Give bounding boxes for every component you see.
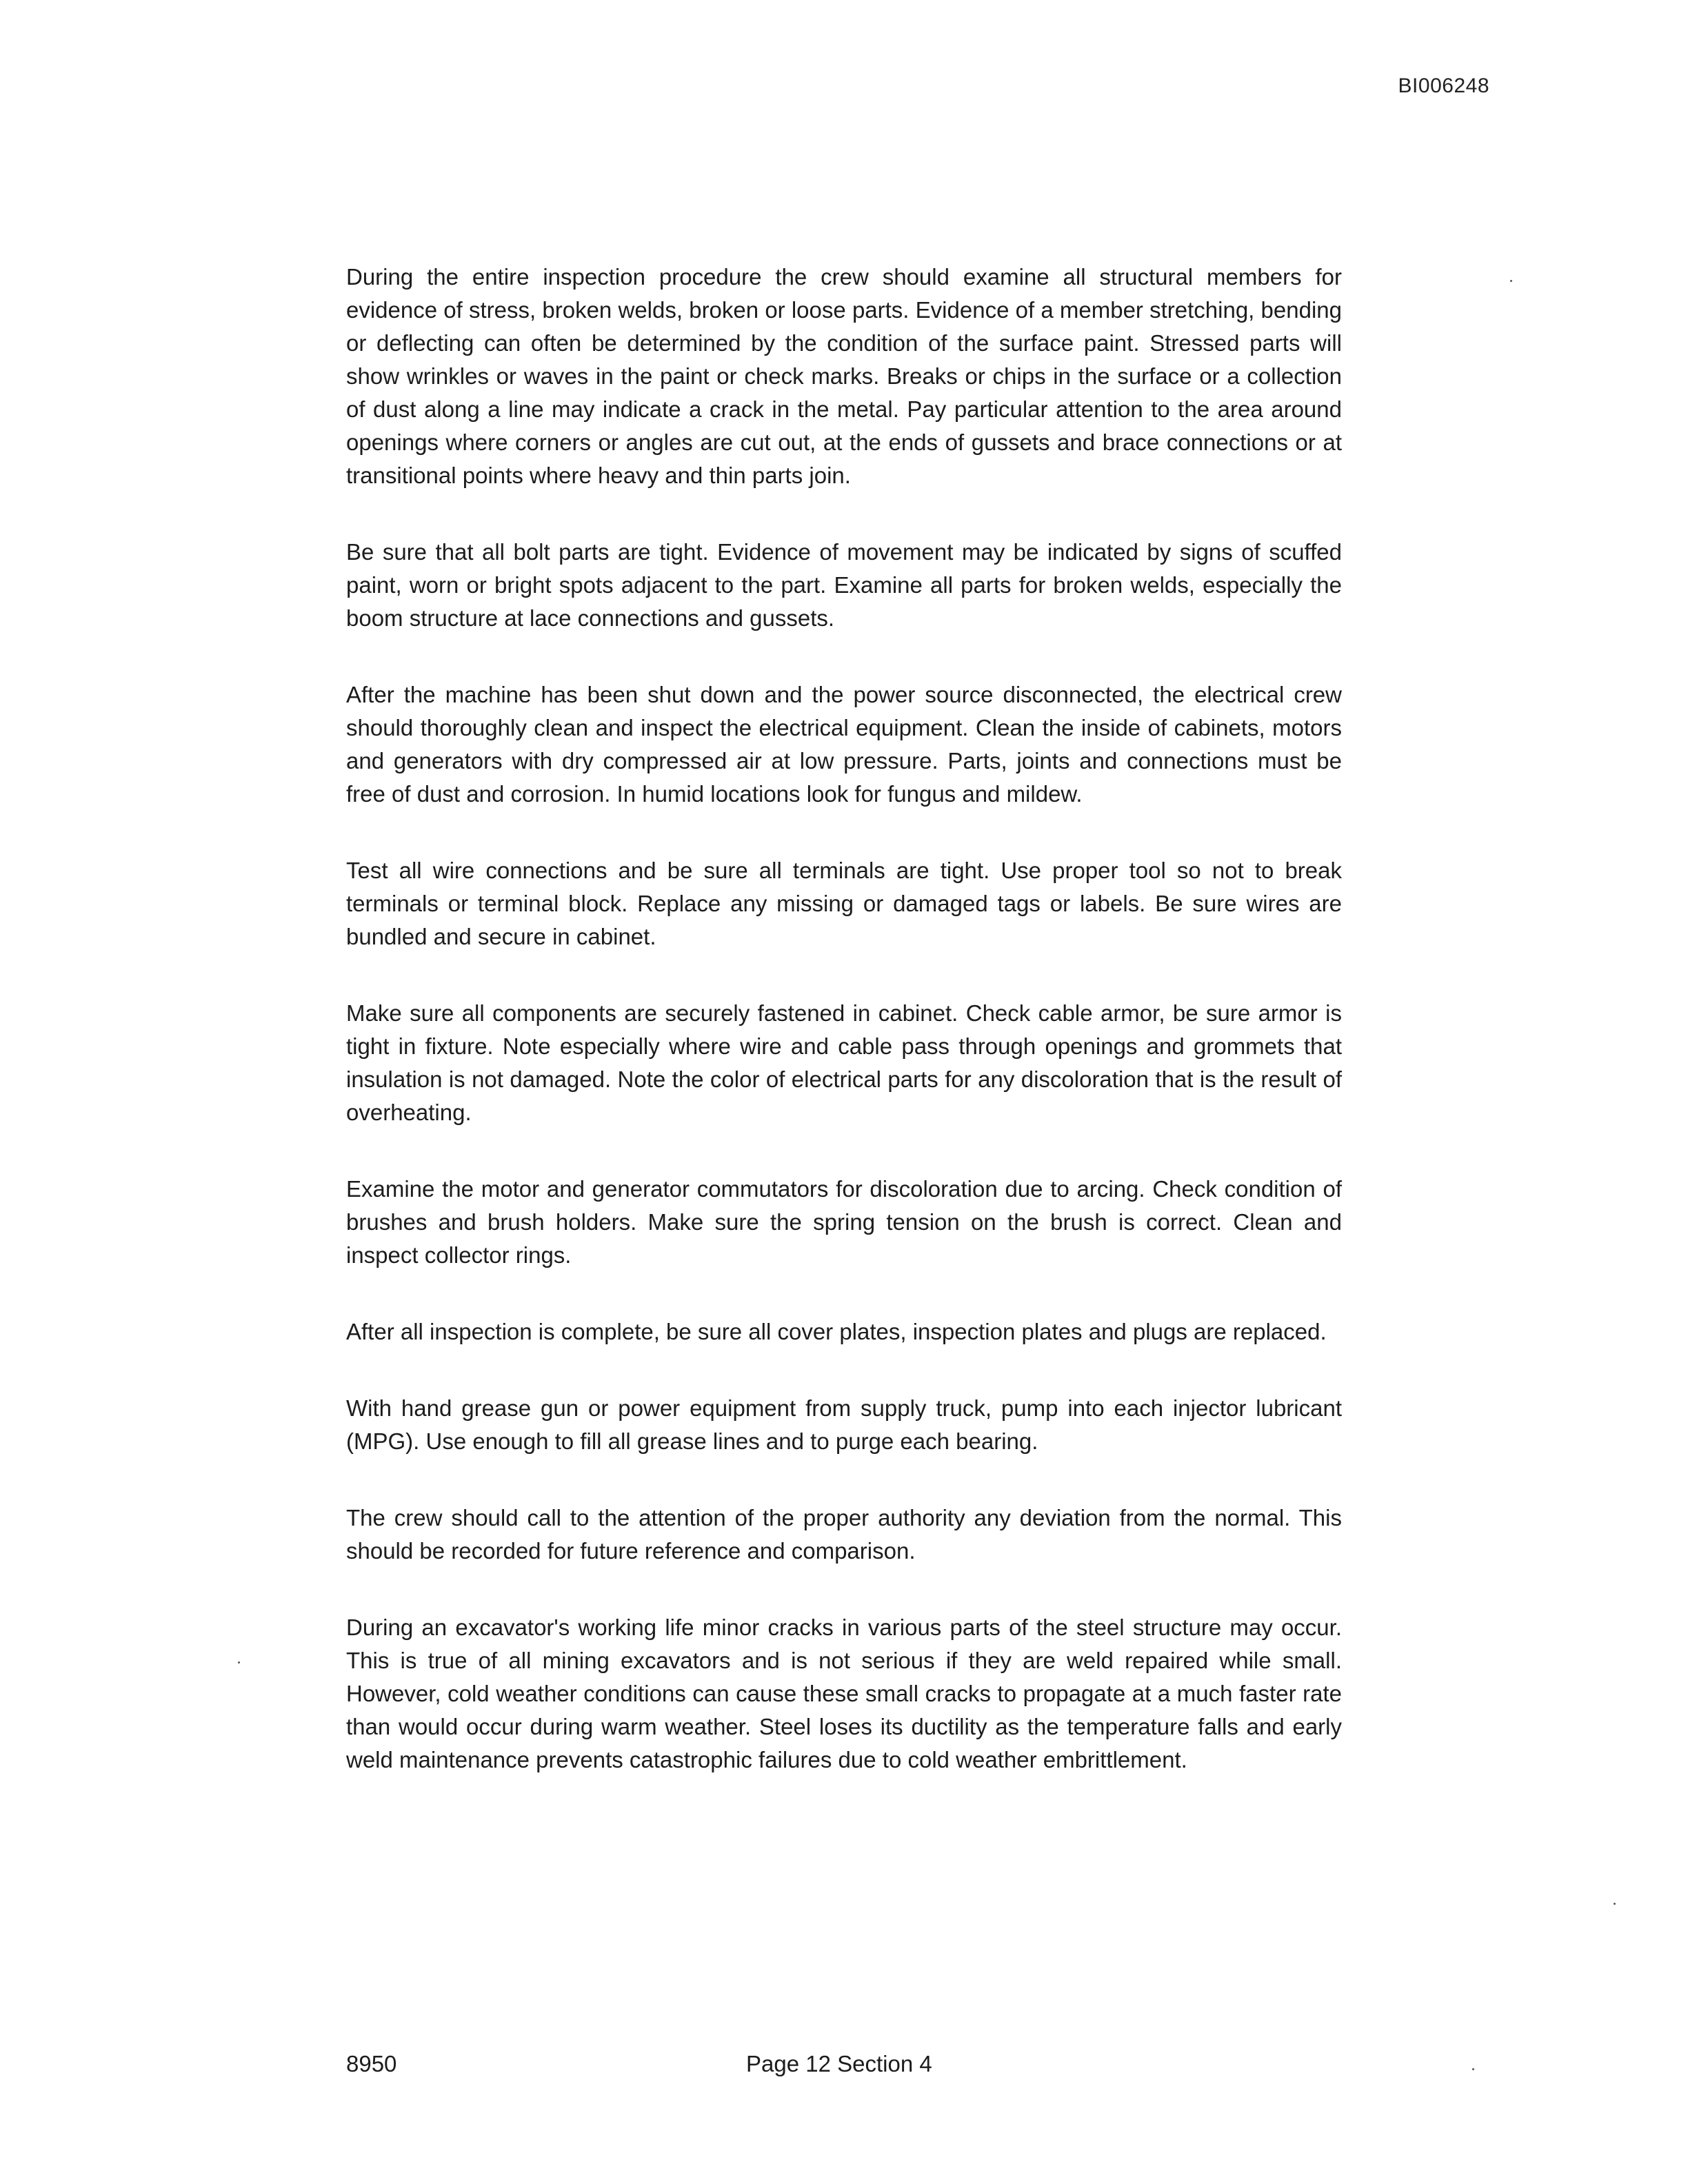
scan-speck	[1614, 1903, 1616, 1905]
page-footer	[346, 2048, 1342, 2081]
paragraph-weld-cracks: During an excavator's working life minor cracks in various parts of the steel structure may occur. This is true of all mining excavators and is not serious if they are weld repaired while small. However, cold weather conditions can cause these small cracks to propagate at a much faster rate than would occur during warm weather. Steel loses its ductility as the temperature falls and early weld maintenance prevents catastrophic failures due to cold weather embrittlement.	[346, 1615, 1342, 1772]
paragraph-electrical-cleaning: After the machine has been shut down and the power source disconnected, the electrical crew should thoroughly clean and inspect the electrical equipment. Clean the inside of cabinets, motors and generators with dry compressed air at low pressure. Parts, joints and connections must be free of dust and corrosion. In humid locations look for fungus and mildew.	[346, 682, 1342, 807]
footer-model-number: 8950	[346, 2051, 397, 2076]
scan-speck	[1510, 280, 1512, 282]
paragraph-cabinet-components: Make sure all components are securely fastened in cabinet. Check cable armor, be sure armor is tight in fixture. Note especially where wire and cable pass through openings and grommets that insulation is not damaged. Note the color of electrical parts for any discoloration that is the result of overheating.	[346, 1000, 1342, 1125]
paragraph-commutators: Examine the motor and generator commutators for discoloration due to arcing. Check condition of brushes and brush holders. Make sure the spring tension on the brush is correct. Clean and inspect collector rings.	[346, 1176, 1342, 1268]
scan-speck	[1472, 2068, 1474, 2070]
paragraph-cover-plates: After all inspection is complete, be sure all cover plates, inspection plates and plugs are replaced.	[346, 1319, 1327, 1344]
document-id: BI006248	[1398, 74, 1489, 97]
scan-speck	[238, 1661, 240, 1664]
paragraph-grease-lubrication: With hand grease gun or power equipment from supply truck, pump into each injector lubricant (MPG). Use enough to fill all grease lines and to purge each bearing.	[346, 1395, 1342, 1454]
document-body	[346, 261, 1342, 1820]
paragraph-deviation-reporting: The crew should call to the attention of the proper authority any deviation from the normal. This should be recorded for future reference and comparison.	[346, 1505, 1342, 1564]
paragraph-bolt-parts: Be sure that all bolt parts are tight. Evidence of movement may be indicated by signs of scuffed paint, worn or bright spots adjacent to the part. Examine all parts for broken welds, especially the boom structure at lace connections and gussets.	[346, 539, 1342, 631]
footer-page-label: Page 12 Section 4	[746, 2051, 932, 2076]
paragraph-structural-inspection: During the entire inspection procedure the crew should examine all structural members for evidence of stress, broken welds, broken or loose parts. Evidence of a member stretching, bending or deflecting can often be determined by the condition of the surface paint. Stressed parts will show wrinkles or waves in the paint or check marks. Breaks or chips in the surface or a collection of dust along a line may indicate a crack in the metal. Pay particular attention to the area around openings where corners or angles are cut out, at the ends of gussets and brace connections or at transitional points where heavy and thin parts join.	[346, 264, 1342, 488]
paragraph-wire-connections: Test all wire connections and be sure all terminals are tight. Use proper tool so not to break terminals or terminal block. Replace any missing or damaged tags or labels. Be sure wires are bundled and secure in cabinet.	[346, 858, 1342, 949]
